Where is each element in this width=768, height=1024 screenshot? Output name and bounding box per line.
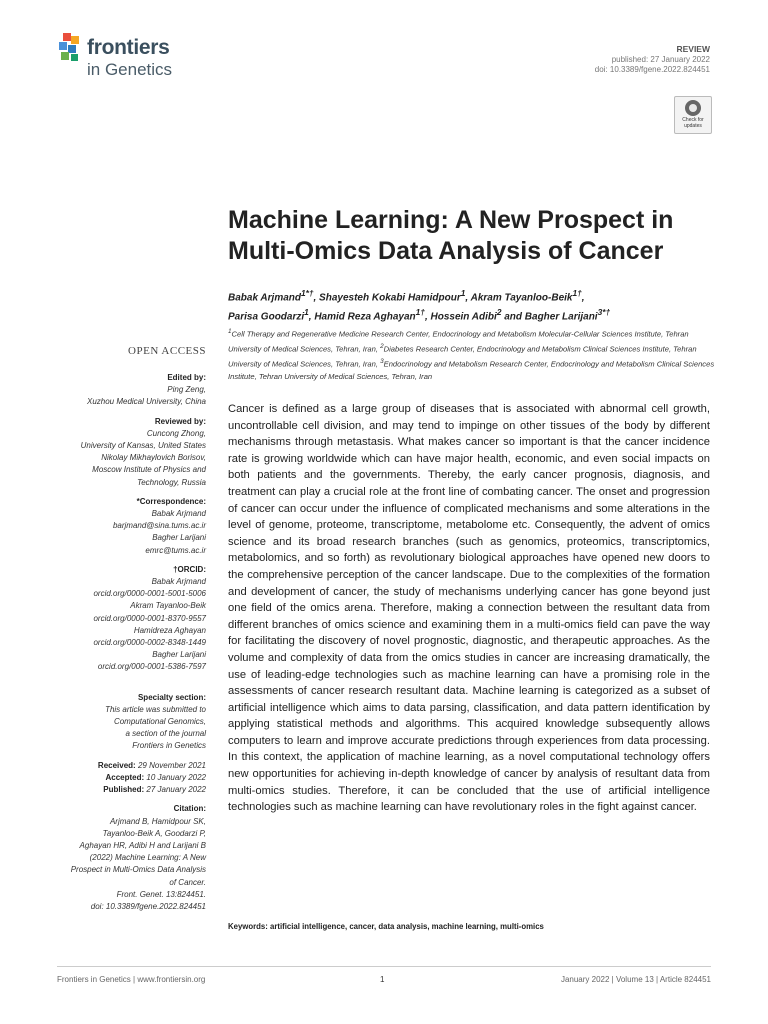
journal-section: in Genetics: [87, 60, 173, 79]
editor-name: Ping Zeng,: [167, 385, 206, 395]
check-badge-line1: Check for: [682, 117, 704, 123]
correspondence-heading: *Correspondence:: [136, 496, 206, 506]
correspondence-line: Babak Arjmand: [151, 509, 206, 519]
check-badge-line2: updates: [684, 123, 702, 129]
citation-line: Front. Genet. 13:824451.: [116, 889, 206, 899]
orcid-name: Hamidreza Aghayan: [133, 625, 206, 635]
orcid-name: Babak Arjmand: [151, 577, 206, 587]
frontiers-logo-icon: [57, 33, 83, 63]
doi[interactable]: doi: 10.3389/fgene.2022.824451: [594, 65, 710, 74]
edited-by: [40, 372, 206, 409]
author-list: Babak Arjmand$^{1*\dagger}$, Shayesteh Kokabi Hamidpour$^1$, Akram Tayanloo-Beik$^{1\dagger}$, Parisa Goodarzi$^1$, Hamid Reza Aghayan$^{1\dagger}$, Hossein Adibi$^2$ and Bagher Larijani$^{3*\dagger}$: [228, 288, 611, 323]
orcid: [40, 564, 206, 674]
article-type: REVIEW: [676, 44, 710, 54]
footer-issue-info: January 2022 | Volume 13 | Article 824451: [560, 975, 711, 984]
citation-heading: Citation:: [173, 804, 206, 814]
citation-line: Arjmand B, Hamidpour SK,: [109, 816, 206, 826]
journal-name: frontiers: [87, 36, 170, 59]
specialty-line: This article was submitted to: [105, 704, 206, 714]
published-date-side: Published: 27 January 2022: [103, 785, 206, 795]
open-access-label: OPEN ACCESS: [128, 345, 206, 357]
dates: [40, 760, 206, 797]
edited-by-heading: Edited by:: [167, 373, 206, 382]
reviewer-line: University of Kansas, United States: [80, 441, 206, 451]
orcid-link[interactable]: orcid.org/0000-0001-5001-5006: [93, 589, 206, 599]
orcid-link[interactable]: orcid.org/0000-0001-8370-9557: [93, 613, 206, 623]
received-date: Received: 29 November 2021: [97, 760, 206, 770]
abstract-text: Cancer is defined as a large group of diseases that is associated with abnormal cell growth, uncontrollable cell division, and may tend to impinge on other tissues of the body by different mechanisms through metastasis. What makes cancer so important is that the cancer incidence rate is growing worldwide which can have major health, economic, and even social impacts on both patients and the governments. Thereby, the early cancer prognosis, diagnosis, and treatment can play a crucial role at the front line of combating cancer. The onset and progression of cancer can occur under the influence of complicated mechanisms and some alterations in the level of genome, proteome, transcriptome, metabolome etc. Consequently, the advent of omics science and its broad research branches (such as genomics, proteomics, transcriptomics, metabolomics, and so forth) as revolutionary biological approaches have opened new doors to the comprehensive perception of the cancer landscape. Due to the complexities of the formation and development of cancer, the study of mechanisms underlying cancer has gone beyond just one field of the omics arena. Therefore, making a connection between the resultant data from different branches of omics science and examining them in a multi-omics field can pave the way for facilitating the discovery of novel prognostic, diagnostic, and therapeutic approaches. As the volume and complexity of data from the omics studies in cancer are increasing dramatically, the use of leading-edge technologies such as machine learning can have a promising role in the assessments of cancer research resultant data. Machine learning is categorized as a subset of artificial intelligence which aims to data parsing, classification, and data pattern identification by applying statistical methods and algorithms. This acquired knowledge subsequently allows computers to learn and improve accurate predictions through experiences from data processing. In this context, the application of machine learning, as a novel computational technology offers new opportunities for achieving in-depth knowledge of cancer by analysis of resultant data from multi-omics studies. Therefore, it can be concluded that the use of artificial intelligence technologies such as machine learning can have revolutionary roles in the fight against cancer.: [228, 403, 710, 814]
citation-line: (2022) Machine Learning: A New: [89, 853, 206, 863]
citation-doi[interactable]: doi: 10.3389/fgene.2022.824451: [90, 901, 206, 911]
correspondence-line: Bagher Larijani: [152, 533, 206, 543]
specialty-section: [40, 692, 206, 753]
citation-line: Prospect in Multi-Omics Data Analysis: [70, 865, 206, 875]
reviewer-line: Cuncong Zhong,: [146, 428, 206, 438]
correspondence: [40, 496, 206, 557]
footer-divider: [57, 966, 711, 967]
footer-journal-link[interactable]: Frontiers in Genetics | www.frontiersin.org: [57, 975, 206, 984]
correspondence-email[interactable]: emrc@tums.ac.ir: [145, 545, 206, 555]
check-updates-icon: [685, 100, 701, 116]
citation-line: Tayanloo-Beik A, Goodarzi P,: [102, 828, 206, 838]
reviewer-line: Nikolay Mikhaylovich Borisov,: [101, 453, 206, 463]
check-for-updates-button[interactable]: [674, 96, 712, 134]
keywords: Keywords: artificial intelligence, cancer, data analysis, machine learning, multi-omics: [228, 922, 544, 931]
accepted-date: Accepted: 10 January 2022: [105, 772, 206, 782]
reviewed-by: [40, 416, 206, 489]
specialty-heading: Specialty section:: [137, 692, 206, 702]
citation-line: Aghayan HR, Adibi H and Larijani B: [79, 840, 206, 850]
editor-affiliation: Xuzhou Medical University, China: [86, 397, 206, 407]
published-date: published: 27 January 2022: [611, 54, 710, 64]
reviewer-line: Moscow Institute of Physics and: [92, 465, 206, 475]
specialty-line: Computational Genomics,: [113, 717, 206, 727]
citation: [40, 803, 206, 913]
orcid-name: Akram Tayanloo-Beik: [130, 601, 206, 611]
specialty-line: Frontiers in Genetics: [132, 741, 206, 751]
journal-logo: [57, 33, 217, 83]
page-number: 1: [380, 975, 385, 984]
article-meta: [595, 44, 710, 76]
correspondence-email[interactable]: barjmand@sina.tums.ac.ir: [112, 521, 206, 531]
orcid-heading: †ORCID:: [173, 564, 206, 574]
citation-line: of Cancer.: [169, 877, 206, 887]
reviewed-by-heading: Reviewed by:: [154, 416, 206, 426]
orcid-link[interactable]: orcid.org/0000-0002-8348-1449: [93, 638, 206, 648]
sidebar-info: [40, 372, 206, 920]
affiliations: $^1$Cell Therapy and Regenerative Medicine Research Center, Endocrinology and Metabolism Molecular-Cellular Sciences Institute, Tehran University of Medical Sciences, Tehran, Iran, $^2$Diabetes Research Center, Endocrinology and Metabolism Clinical Sciences Institute, Tehran University of Medical Sciences, Tehran, Iran, $^3$Endocrinology and Metabolism Research Center, Endocrinology and Metabolism Clinical Sciences Institute, Tehran University of Medical Sciences, Tehran, Iran: [228, 328, 715, 382]
article-title: Machine Learning: A New Prospect in Multi-Omics Data Analysis of Cancer: [228, 206, 674, 265]
reviewer-line: Technology, Russia: [137, 477, 206, 487]
orcid-name: Bagher Larijani: [152, 650, 206, 660]
specialty-line: a section of the journal: [125, 729, 206, 739]
orcid-link[interactable]: orcid.org/000-0001-5386-7597: [97, 662, 206, 672]
